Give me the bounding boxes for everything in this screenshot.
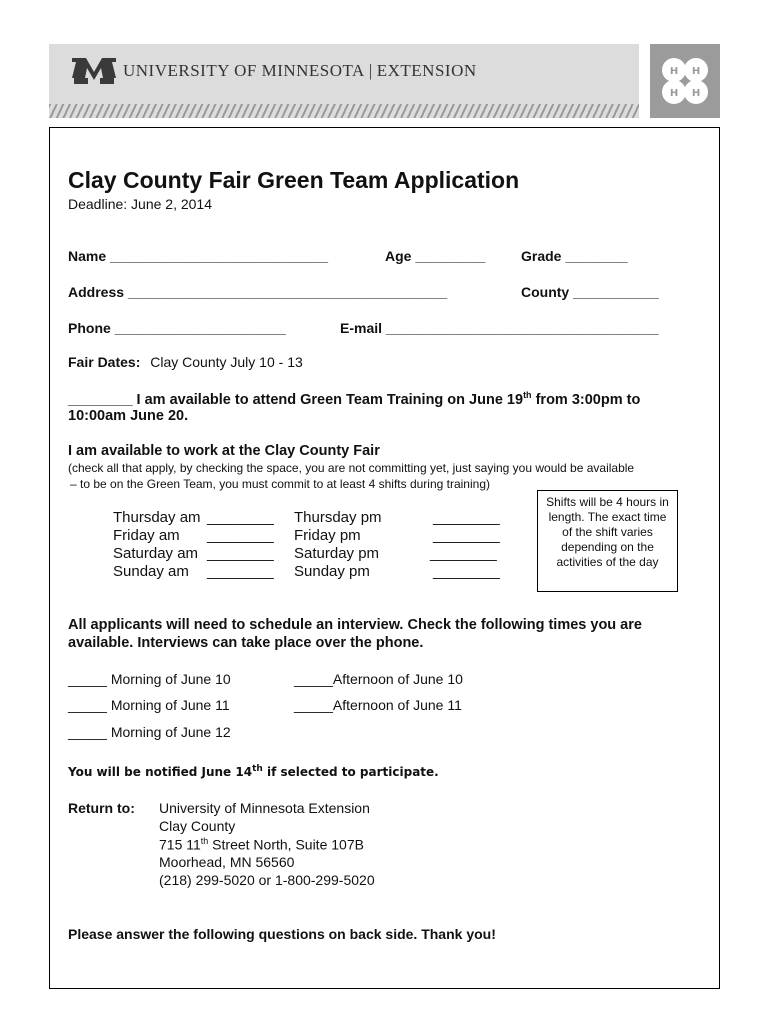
email-field[interactable]: E-mail ___________________________________ [340,320,659,336]
shift-label: Sunday pm [294,563,370,580]
shift-label: Saturday am [113,545,199,562]
interview-option[interactable]: _____Afternoon of June 11 [294,697,462,713]
deadline: Deadline: June 2, 2014 [68,196,212,212]
shift-blank[interactable]: ________ [433,563,500,580]
shift-label: Friday pm [294,527,361,544]
return-street-line [159,836,364,853]
shift-label: Sunday am [113,563,189,580]
notify-sup: th [252,764,263,774]
return-address-line: Clay County [159,818,236,834]
return-label: Return to: [68,800,135,816]
shift-blank[interactable]: ________ [433,509,500,526]
return-address-line: University of Minnesota Extension [159,800,370,816]
county-field[interactable]: County ___________ [521,284,659,300]
header-hatch-stripe [49,104,639,118]
shift-blank[interactable]: ________ [207,527,274,544]
university-name: UNIVERSITY OF MINNESOTA | EXTENSION [123,61,477,80]
shift-blank[interactable]: ________ [430,545,497,562]
interview-option[interactable]: _____ Morning of June 12 [68,724,231,740]
notify-text-a: You will be notified June 14 [68,765,253,779]
training-sup: th [523,390,532,400]
work-heading: I am available to work at the Clay County Fair [68,443,380,459]
svg-text:H: H [669,88,679,99]
work-note-line2: – to be on the Green Team, you must commit to at least 4 shifts during training) [70,477,490,491]
shift-blank[interactable]: ________ [207,563,274,580]
grade-field[interactable]: Grade ________ [521,248,628,264]
training-text-b: from 3:00pm to [531,391,641,408]
return-address-line: (218) 299-5020 or 1-800-299-5020 [159,872,375,888]
address-field[interactable]: Address _________________________________________ [68,284,448,300]
shift-label: Friday am [113,527,180,544]
interview-line1: All applicants will need to schedule an interview. Check the following times you are [68,617,642,633]
interview-option[interactable]: _____Afternoon of June 10 [294,671,463,687]
extension-label: EXTENSION [376,61,477,80]
fair-dates-label: Fair Dates: [68,354,141,370]
closing-note: Please answer the following questions on back side. Thank you! [68,926,496,942]
svg-text:H: H [691,88,701,99]
shift-blank[interactable]: ________ [433,527,500,544]
training-text-a: ________ I am available to attend Green Team Training on June 19 [68,391,524,408]
university-label: UNIVERSITY OF MINNESOTA [123,61,365,80]
phone-field[interactable]: Phone ______________________ [68,320,286,336]
form-title: Clay County Fair Green Team Application [68,167,520,193]
fair-dates [68,354,303,370]
return-street-sup: th [200,836,209,846]
return-address-line: Moorhead, MN 56560 [159,854,295,870]
notification-note [68,764,439,779]
age-field[interactable]: Age _________ [385,248,486,264]
interview-line2: available. Interviews can take place over the phone. [68,635,424,651]
four-h-clover-logo-icon [650,44,720,118]
shift-label: Saturday pm [294,545,380,562]
return-street-rest: Street North, Suite 107B [208,836,364,853]
interview-option[interactable]: _____ Morning of June 10 [68,671,231,687]
return-street-number: 715 11 [159,836,201,853]
svg-text:H: H [691,66,701,77]
name-field[interactable]: Name ____________________________ [68,248,329,264]
shift-blank[interactable]: ________ [207,545,274,562]
training-availability[interactable] [68,390,640,408]
university-m-logo-icon [70,58,118,84]
shift-blank[interactable]: ________ [207,509,274,526]
work-note-line1: (check all that apply, by checking the space, you are not committing yet, just saying you would be available [68,461,635,475]
shift-length-note: Shifts will be 4 hours in length. The exact time of the shift varies depending on the activities of the day [537,490,678,592]
shift-label: Thursday pm [294,509,382,526]
fair-dates-value: Clay County July 10 - 13 [150,354,303,370]
svg-text:H: H [669,66,679,77]
interview-option[interactable]: _____ Morning of June 11 [68,697,230,713]
notify-text-b: if selected to participate. [262,765,439,779]
shift-label: Thursday am [113,509,201,526]
training-line2: 10:00am June 20. [68,408,189,424]
